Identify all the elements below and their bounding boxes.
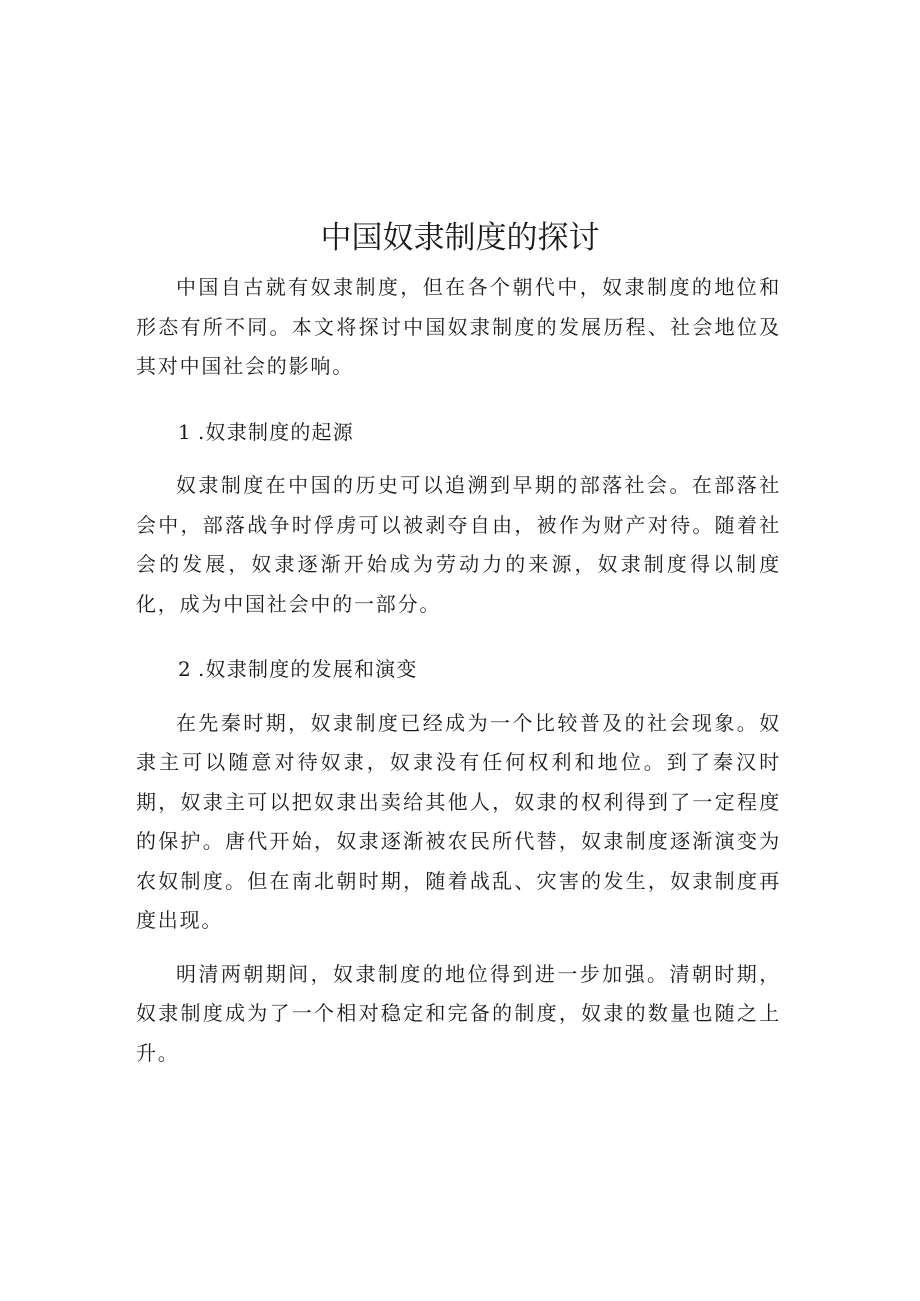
document-title: 中国奴隶制度的探讨 (320, 220, 600, 256)
section-2-heading (136, 650, 781, 690)
spacer (136, 941, 781, 955)
section-1-number: 1 (178, 419, 192, 444)
section-1-heading (136, 413, 781, 453)
section-2-heading-text: .奴隶制度的发展和演变 (198, 657, 418, 681)
section-2-paragraph-2: 明清两朝期间，奴隶制度的地位得到进一步加强。清朝时期，奴隶制度成为了一个相对稳定和完备的制度，奴隶的数量也随之上升。 (136, 961, 781, 1065)
spacer (136, 452, 781, 466)
section-2-paragraph-1: 在先秦时期，奴隶制度已经成为一个比较普及的社会现象。奴隶主可以随意对待奴隶，奴隶没有任何权利和地位。到了秦汉时期，奴隶主可以把奴隶出卖给其他人，奴隶的权利得到了一定程度的保护。唐代开始，奴隶逐渐被农民所代替，奴隶制度逐渐演变为农奴制度。但在南北朝时期，随着战乱、灾害的发生，奴隶制度再度出现。 (136, 710, 781, 932)
document-body (136, 268, 781, 1073)
section-1-paragraph-1: 奴隶制度在中国的历史可以追溯到早期的部落社会。在部落社会中，部落战争时俘虏可以被剥夺自由，被作为财产对待。随着社会的发展，奴隶逐渐开始成为劳动力的来源，奴隶制度得以制度化，成为中国社会中的一部分。 (136, 473, 781, 616)
spacer (136, 690, 781, 704)
section-1-heading-text: .奴隶制度的起源 (198, 419, 354, 444)
spacer (136, 387, 781, 413)
section-2-number: 2 (178, 657, 192, 681)
intro-paragraph: 中国自古就有奴隶制度，但在各个朝代中，奴隶制度的地位和形态有所不同。本文将探讨中国奴隶制度的发展历程、社会地位及其对中国社会的影响。 (136, 275, 781, 378)
spacer (136, 624, 781, 650)
